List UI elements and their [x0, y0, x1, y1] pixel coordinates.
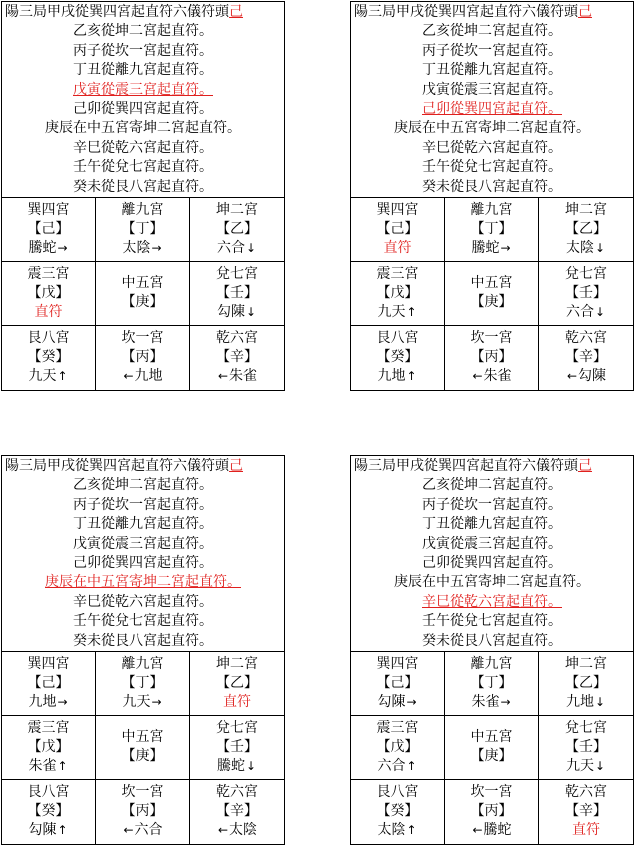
palace-name: 乾六宮 [565, 330, 607, 347]
palace-name: 離九宮 [470, 201, 513, 218]
spirit-name: 九地 [377, 368, 406, 385]
spirit-name: 騰蛇 [28, 239, 57, 256]
chart-line [351, 100, 633, 119]
spirit-name: 勾陳 [28, 822, 57, 839]
direction-arrow-icon: ↓ [594, 240, 606, 255]
palace-stem: 【壬】 [216, 738, 258, 755]
palace-name: 艮八宮 [27, 784, 70, 801]
palace-name: 離九宮 [121, 201, 164, 218]
palace-cell [2, 198, 96, 262]
palace-stem: 【戊】 [376, 738, 419, 755]
palace-cell [351, 652, 445, 716]
palace-stem: 【壬】 [565, 738, 607, 755]
chart-lines [2, 456, 284, 652]
spirit-line [566, 757, 606, 776]
palace-stem: 【戊】 [27, 284, 70, 301]
direction-arrow-icon: ↑ [406, 823, 417, 838]
chart-line [351, 61, 633, 80]
palace-stem: 【庚】 [470, 748, 513, 765]
chart-line [2, 139, 284, 158]
palace-stem: 【辛】 [565, 349, 607, 366]
chart-line-text: 庚辰在中五宮寄坤二宮起直符。 [45, 120, 241, 137]
palace-stem: 【乙】 [216, 674, 258, 691]
spirit-name: 九地 [28, 693, 57, 710]
palace-cell [190, 262, 284, 326]
chart-line [2, 632, 284, 651]
palace-name: 巽四宮 [376, 201, 419, 218]
spirit-line [223, 693, 251, 712]
chart-line [351, 612, 633, 631]
spirit-line [122, 821, 162, 840]
direction-arrow-icon: ← [123, 823, 134, 838]
direction-arrow-icon: ← [472, 823, 483, 838]
chart-title [351, 457, 633, 476]
spirit-line [384, 239, 412, 258]
palace-name: 兌七宮 [565, 719, 607, 736]
spirit-name: 六合 [134, 822, 163, 839]
palace-cell [96, 652, 190, 716]
spirit-line [471, 367, 511, 386]
spirit-name: 九天 [565, 757, 594, 774]
palace-stem: 【乙】 [565, 674, 607, 691]
chart-line-text: 丁丑從離九宮起直符。 [73, 516, 213, 533]
palace-stem: 【乙】 [216, 220, 258, 237]
palace-name: 巽四宮 [27, 201, 70, 218]
palace-name: 兌七宮 [216, 719, 258, 736]
spirit-name: 騰蛇 [216, 757, 245, 774]
direction-arrow-icon: ↑ [406, 369, 417, 384]
spirit-line [217, 303, 257, 322]
palace-cell [96, 780, 190, 844]
direction-arrow-icon: ↓ [245, 758, 257, 773]
chart-title-highlight: 己 [229, 4, 243, 20]
chart-line [351, 42, 633, 61]
palace-name: 離九宮 [121, 655, 164, 672]
chart-line [2, 496, 284, 515]
palace-name: 坎一宮 [121, 784, 164, 801]
direction-arrow-icon: → [406, 694, 417, 709]
chart-line [351, 22, 633, 41]
spirit-name: 直符 [223, 693, 251, 710]
direction-arrow-icon: ↓ [594, 694, 606, 709]
spirit-name: 九天 [377, 303, 406, 320]
palace-cell [539, 780, 633, 844]
chart-line [351, 139, 633, 158]
palace-name: 兌七宮 [216, 265, 258, 282]
chart-line-text: 壬午從兌七宮起直符。 [422, 613, 562, 630]
chart-title [2, 457, 284, 476]
chart-line [351, 515, 633, 534]
chart-line-text: 癸未從艮八宮起直符。 [73, 178, 213, 195]
chart-line-text: 丙子從坎一宮起直符。 [73, 496, 213, 513]
palace-stem: 【戊】 [27, 738, 70, 755]
chart-line [2, 119, 284, 138]
direction-arrow-icon: ↓ [245, 304, 257, 319]
chart-line [2, 476, 284, 495]
palace-cell [351, 326, 445, 390]
chart-line-text: 乙亥從坤二宮起直符。 [73, 23, 213, 40]
palace-stem: 【庚】 [121, 294, 164, 311]
spirit-line [471, 239, 511, 258]
palace-cell [2, 326, 96, 390]
spirit-line [28, 239, 68, 258]
spirit-line [377, 367, 417, 386]
chart-line-text: 壬午從兌七宮起直符。 [73, 613, 213, 630]
direction-arrow-icon: ↑ [57, 758, 68, 773]
chart-line-text: 辛巳從乾六宮起直符。 [73, 593, 213, 610]
spirit-line [566, 693, 606, 712]
palace-cell [539, 652, 633, 716]
spirit-line [471, 821, 511, 840]
palace-cell [96, 716, 190, 780]
palace-stem: 【癸】 [27, 349, 70, 366]
spirit-line [566, 367, 606, 386]
direction-arrow-icon: → [500, 240, 511, 255]
chart-line [2, 593, 284, 612]
spirit-line [377, 821, 417, 840]
chart-line [351, 535, 633, 554]
chart-line-text: 己卯從巽四宮起直符。 [422, 554, 562, 571]
palace-stem: 【戊】 [376, 284, 419, 301]
chart-line [2, 42, 284, 61]
palace-cell [190, 326, 284, 390]
palace-name: 震三宮 [27, 265, 70, 282]
chart-line-text: 乙亥從坤二宮起直符。 [73, 477, 213, 494]
palace-stem: 【辛】 [216, 349, 258, 366]
palace-cell [445, 326, 539, 390]
spirit-line [377, 757, 417, 776]
palace-stem: 【丙】 [470, 349, 513, 366]
spirit-name: 九地 [565, 693, 594, 710]
palace-grid [2, 198, 284, 390]
spirit-name: 太陰 [229, 822, 258, 839]
palace-cell [445, 262, 539, 326]
chart-title-text: 陽三局甲戌從巽四宮起直符六儀符頭 [354, 458, 578, 474]
chart-line-text: 癸未從艮八宮起直符。 [422, 632, 562, 649]
palace-cell [445, 198, 539, 262]
spirit-line [28, 821, 68, 840]
spirit-line [28, 757, 68, 776]
palace-cell [96, 326, 190, 390]
spirit-line [377, 303, 417, 322]
panel-3 [1, 455, 285, 845]
direction-arrow-icon: → [500, 694, 511, 709]
spirit-line [35, 303, 63, 322]
palace-cell [445, 780, 539, 844]
spirit-line [28, 367, 68, 386]
spirit-line [217, 239, 257, 258]
direction-arrow-icon: ← [217, 369, 229, 384]
spirit-line [122, 367, 162, 386]
palace-stem: 【辛】 [216, 803, 258, 820]
chart-line-text: 戊寅從震三宮起直符。 [422, 535, 562, 552]
palace-name: 坎一宮 [470, 330, 513, 347]
spirit-line [471, 693, 511, 712]
chart-title [2, 3, 284, 22]
palace-cell [539, 716, 633, 780]
palace-name: 艮八宮 [27, 330, 70, 347]
spirit-name: 勾陳 [216, 303, 245, 320]
palace-stem: 【癸】 [27, 803, 70, 820]
spirit-name: 勾陳 [377, 693, 406, 710]
palace-grid [2, 652, 284, 844]
spirit-name: 騰蛇 [483, 822, 512, 839]
palace-name: 乾六宮 [565, 784, 607, 801]
spirit-line [122, 693, 162, 712]
palace-cell [190, 780, 284, 844]
palace-grid [351, 198, 633, 390]
palace-stem: 【壬】 [565, 284, 607, 301]
palace-stem: 【己】 [27, 220, 70, 237]
palace-cell [351, 262, 445, 326]
chart-line [2, 158, 284, 177]
spirit-name: 朱雀 [229, 368, 258, 385]
spirit-name: 六合 [216, 239, 245, 256]
spirit-name: 直符 [572, 822, 600, 839]
direction-arrow-icon: → [57, 694, 68, 709]
chart-line-text: 戊寅從震三宮起直符。 [73, 81, 213, 98]
chart-line-text: 壬午從兌七宮起直符。 [73, 159, 213, 176]
palace-stem: 【丙】 [121, 803, 164, 820]
panel-1 [1, 1, 285, 391]
palace-stem: 【己】 [376, 674, 419, 691]
chart-title-highlight: 己 [229, 458, 243, 474]
chart-title [351, 3, 633, 22]
palace-name: 震三宮 [376, 719, 419, 736]
spirit-name: 九天 [28, 368, 57, 385]
chart-line [351, 178, 633, 197]
chart-title-highlight: 己 [578, 458, 592, 474]
palace-name: 中五宮 [121, 275, 164, 292]
palace-stem: 【丙】 [121, 349, 164, 366]
chart-title-text: 陽三局甲戌從巽四宮起直符六儀符頭 [5, 458, 229, 474]
chart-line-text: 庚辰在中五宮寄坤二宮起直符。 [394, 120, 590, 137]
direction-arrow-icon: ← [566, 369, 578, 384]
chart-line [351, 119, 633, 138]
chart-line [2, 515, 284, 534]
palace-stem: 【丁】 [121, 220, 164, 237]
chart-line [351, 554, 633, 573]
palace-name: 坤二宮 [216, 201, 258, 218]
spirit-name: 六合 [565, 303, 594, 320]
direction-arrow-icon: ← [123, 369, 134, 384]
palace-name: 離九宮 [470, 655, 513, 672]
palace-stem: 【丁】 [470, 220, 513, 237]
direction-arrow-icon: → [151, 694, 162, 709]
chart-line [2, 22, 284, 41]
palace-cell [351, 780, 445, 844]
palace-stem: 【壬】 [216, 284, 258, 301]
spirit-line [572, 821, 600, 840]
chart-title-highlight: 己 [578, 4, 592, 20]
palace-cell [539, 326, 633, 390]
palace-name: 坎一宮 [121, 330, 164, 347]
palace-name: 震三宮 [27, 719, 70, 736]
palace-stem: 【丙】 [470, 803, 513, 820]
spirit-name: 朱雀 [28, 757, 57, 774]
palace-cell [2, 652, 96, 716]
chart-line [2, 100, 284, 119]
panel-4 [350, 455, 634, 845]
chart-line-text: 庚辰在中五宮寄坤二宮起直符。 [45, 574, 241, 591]
chart-title-text: 陽三局甲戌從巽四宮起直符六儀符頭 [354, 4, 578, 20]
palace-stem: 【乙】 [565, 220, 607, 237]
chart-line [351, 476, 633, 495]
chart-line-text: 丁丑從離九宮起直符。 [422, 62, 562, 79]
chart-line-text: 癸未從艮八宮起直符。 [73, 632, 213, 649]
spirit-name: 直符 [383, 239, 412, 256]
palace-stem: 【丁】 [470, 674, 513, 691]
spirit-name: 六合 [377, 757, 406, 774]
direction-arrow-icon: → [57, 240, 68, 255]
direction-arrow-icon: ↑ [406, 758, 417, 773]
direction-arrow-icon: ↑ [406, 304, 417, 319]
panel-2 [350, 1, 634, 391]
spirit-name: 九天 [122, 693, 151, 710]
palace-cell [2, 780, 96, 844]
chart-line-text: 丙子從坎一宮起直符。 [422, 42, 562, 59]
palace-stem: 【辛】 [565, 803, 607, 820]
direction-arrow-icon: ↓ [594, 758, 606, 773]
palace-name: 坤二宮 [565, 201, 607, 218]
chart-line-text: 庚辰在中五宮寄坤二宮起直符。 [394, 574, 590, 591]
spirit-line [566, 303, 606, 322]
chart-line-text: 己卯從巽四宮起直符。 [73, 100, 213, 117]
palace-cell [96, 262, 190, 326]
chart-line [2, 573, 284, 592]
palace-name: 艮八宮 [376, 784, 419, 801]
spirit-name: 九地 [134, 368, 163, 385]
palace-name: 坎一宮 [470, 784, 513, 801]
palace-cell [351, 716, 445, 780]
palace-cell [190, 198, 284, 262]
chart-line-text: 乙亥從坤二宮起直符。 [422, 23, 562, 40]
palace-cell [96, 198, 190, 262]
palace-cell [2, 262, 96, 326]
chart-line [2, 81, 284, 100]
palace-stem: 【庚】 [121, 748, 164, 765]
chart-line-text: 丁丑從離九宮起直符。 [422, 516, 562, 533]
chart-line-text: 戊寅從震三宮起直符。 [422, 81, 562, 98]
direction-arrow-icon: ← [472, 369, 483, 384]
direction-arrow-icon: ↑ [57, 369, 68, 384]
palace-stem: 【癸】 [376, 349, 419, 366]
palace-cell [2, 716, 96, 780]
spirit-name: 騰蛇 [471, 239, 500, 256]
chart-line-text: 癸未從艮八宮起直符。 [422, 178, 562, 195]
direction-arrow-icon: ↓ [594, 304, 606, 319]
direction-arrow-icon: ↑ [57, 823, 68, 838]
spirit-line [217, 367, 257, 386]
chart-lines [351, 2, 633, 198]
palace-name: 巽四宮 [376, 655, 419, 672]
palace-name: 中五宮 [470, 729, 513, 746]
palace-stem: 【己】 [376, 220, 419, 237]
chart-line [351, 158, 633, 177]
palace-name: 兌七宮 [565, 265, 607, 282]
chart-line-text: 丙子從坎一宮起直符。 [422, 496, 562, 513]
chart-line-text: 己卯從巽四宮起直符。 [422, 100, 562, 117]
palace-cell [190, 716, 284, 780]
palace-name: 坤二宮 [565, 655, 607, 672]
chart-line [351, 496, 633, 515]
spirit-line [122, 239, 162, 258]
spirit-name: 太陰 [565, 239, 594, 256]
palace-name: 中五宮 [121, 729, 164, 746]
direction-arrow-icon: → [151, 240, 162, 255]
direction-arrow-icon: ← [217, 823, 229, 838]
palace-cell [539, 262, 633, 326]
chart-line-text: 丙子從坎一宮起直符。 [73, 42, 213, 59]
palace-cell [445, 716, 539, 780]
chart-line [2, 535, 284, 554]
chart-line-text: 辛巳從乾六宮起直符。 [422, 593, 562, 610]
palace-name: 巽四宮 [27, 655, 70, 672]
chart-line [2, 178, 284, 197]
spirit-line [217, 757, 257, 776]
chart-line-text: 乙亥從坤二宮起直符。 [422, 477, 562, 494]
palace-cell [351, 198, 445, 262]
chart-line [2, 554, 284, 573]
spirit-name: 太陰 [122, 239, 151, 256]
spirit-name: 太陰 [377, 822, 406, 839]
palace-name: 中五宮 [470, 275, 513, 292]
palace-cell [539, 198, 633, 262]
spirit-line [217, 821, 257, 840]
palace-name: 乾六宮 [216, 784, 258, 801]
palace-cell [445, 652, 539, 716]
spirit-name: 朱雀 [483, 368, 512, 385]
spirit-name: 朱雀 [471, 693, 500, 710]
palace-name: 乾六宮 [216, 330, 258, 347]
chart-line [351, 573, 633, 592]
palace-stem: 【丁】 [121, 674, 164, 691]
chart-lines [351, 456, 633, 652]
chart-line-text: 辛巳從乾六宮起直符。 [73, 139, 213, 156]
chart-lines [2, 2, 284, 198]
direction-arrow-icon: ↓ [245, 240, 257, 255]
palace-cell [190, 652, 284, 716]
spirit-line [377, 693, 417, 712]
spirit-line [28, 693, 68, 712]
chart-line-text: 己卯從巽四宮起直符。 [73, 554, 213, 571]
chart-line-text: 丁丑從離九宮起直符。 [73, 62, 213, 79]
palace-stem: 【癸】 [376, 803, 419, 820]
palace-stem: 【庚】 [470, 294, 513, 311]
palace-name: 坤二宮 [216, 655, 258, 672]
chart-line [2, 612, 284, 631]
spirit-line [566, 239, 606, 258]
chart-line-text: 辛巳從乾六宮起直符。 [422, 139, 562, 156]
palace-grid [351, 652, 633, 844]
spirit-name: 直符 [34, 303, 63, 320]
palace-name: 震三宮 [376, 265, 419, 282]
chart-line [2, 61, 284, 80]
chart-line-text: 壬午從兌七宮起直符。 [422, 159, 562, 176]
chart-line [351, 593, 633, 612]
palace-name: 艮八宮 [376, 330, 419, 347]
chart-line [351, 81, 633, 100]
palace-stem: 【己】 [27, 674, 70, 691]
chart-line [351, 632, 633, 651]
spirit-name: 勾陳 [578, 368, 607, 385]
chart-line-text: 戊寅從震三宮起直符。 [73, 535, 213, 552]
chart-title-text: 陽三局甲戌從巽四宮起直符六儀符頭 [5, 4, 229, 20]
